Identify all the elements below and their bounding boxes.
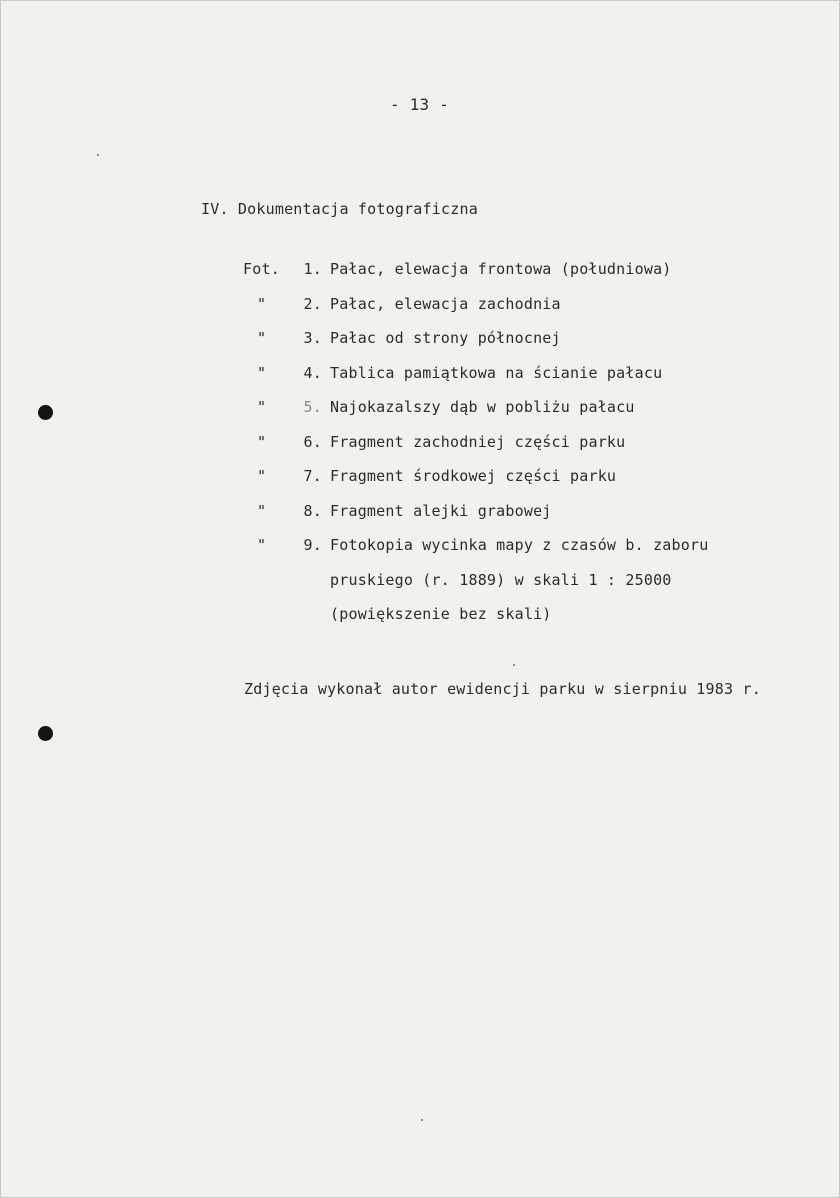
ditto-mark: " [257,432,267,451]
item-text: Najokazalszy dąb w pobliżu pałacu [330,398,635,416]
section-heading: IV. Dokumentacja fotograficzna [201,200,478,218]
item-text: (powiększenie bez skali) [330,605,552,623]
paper-speck [97,154,99,156]
page-number: - 13 - [390,95,449,114]
item-text: Fragment środkowej części parku [330,467,617,485]
ditto-mark: " [257,398,267,416]
item-text: Pałac, elewacja frontowa (południowa) [330,260,672,278]
item-text: Fragment zachodniej części parku [330,432,626,451]
item-text: Pałac, elewacja zachodnia [330,294,561,313]
item-number: 3. [303,329,322,347]
ditto-mark: " [257,467,267,485]
item-text: pruskiego (r. 1889) w skali 1 : 25000 [330,570,672,589]
item-number: 9. [303,536,322,554]
item-number: 5. [303,398,322,416]
item-text: Pałac od strony północnej [330,329,561,347]
ditto-mark: " [257,294,267,313]
item-number: 4. [303,363,322,382]
item-number: 7. [303,467,322,485]
ditto-mark: " [257,501,267,520]
item-number: 6. [303,432,322,451]
ditto-mark: " [257,329,267,347]
photo-credit: Zdjęcia wykonał autor ewidencji parku w sierpniu 1983 r. [244,680,761,698]
list-prefix: Fot. [243,260,280,278]
paper-speck [513,664,515,666]
item-number: 2. [303,294,322,313]
item-number: 1. [303,260,322,278]
paper-speck [421,1119,423,1121]
ditto-mark: " [257,536,267,554]
item-number: 8. [303,501,322,520]
item-text: Fotokopia wycinka mapy z czasów b. zaboru [330,536,709,554]
ditto-mark: " [257,363,267,382]
item-text: Tablica pamiątkowa na ścianie pałacu [330,363,663,382]
punch-hole [38,726,53,741]
punch-hole [38,405,53,420]
item-text: Fragment alejki grabowej [330,501,552,520]
